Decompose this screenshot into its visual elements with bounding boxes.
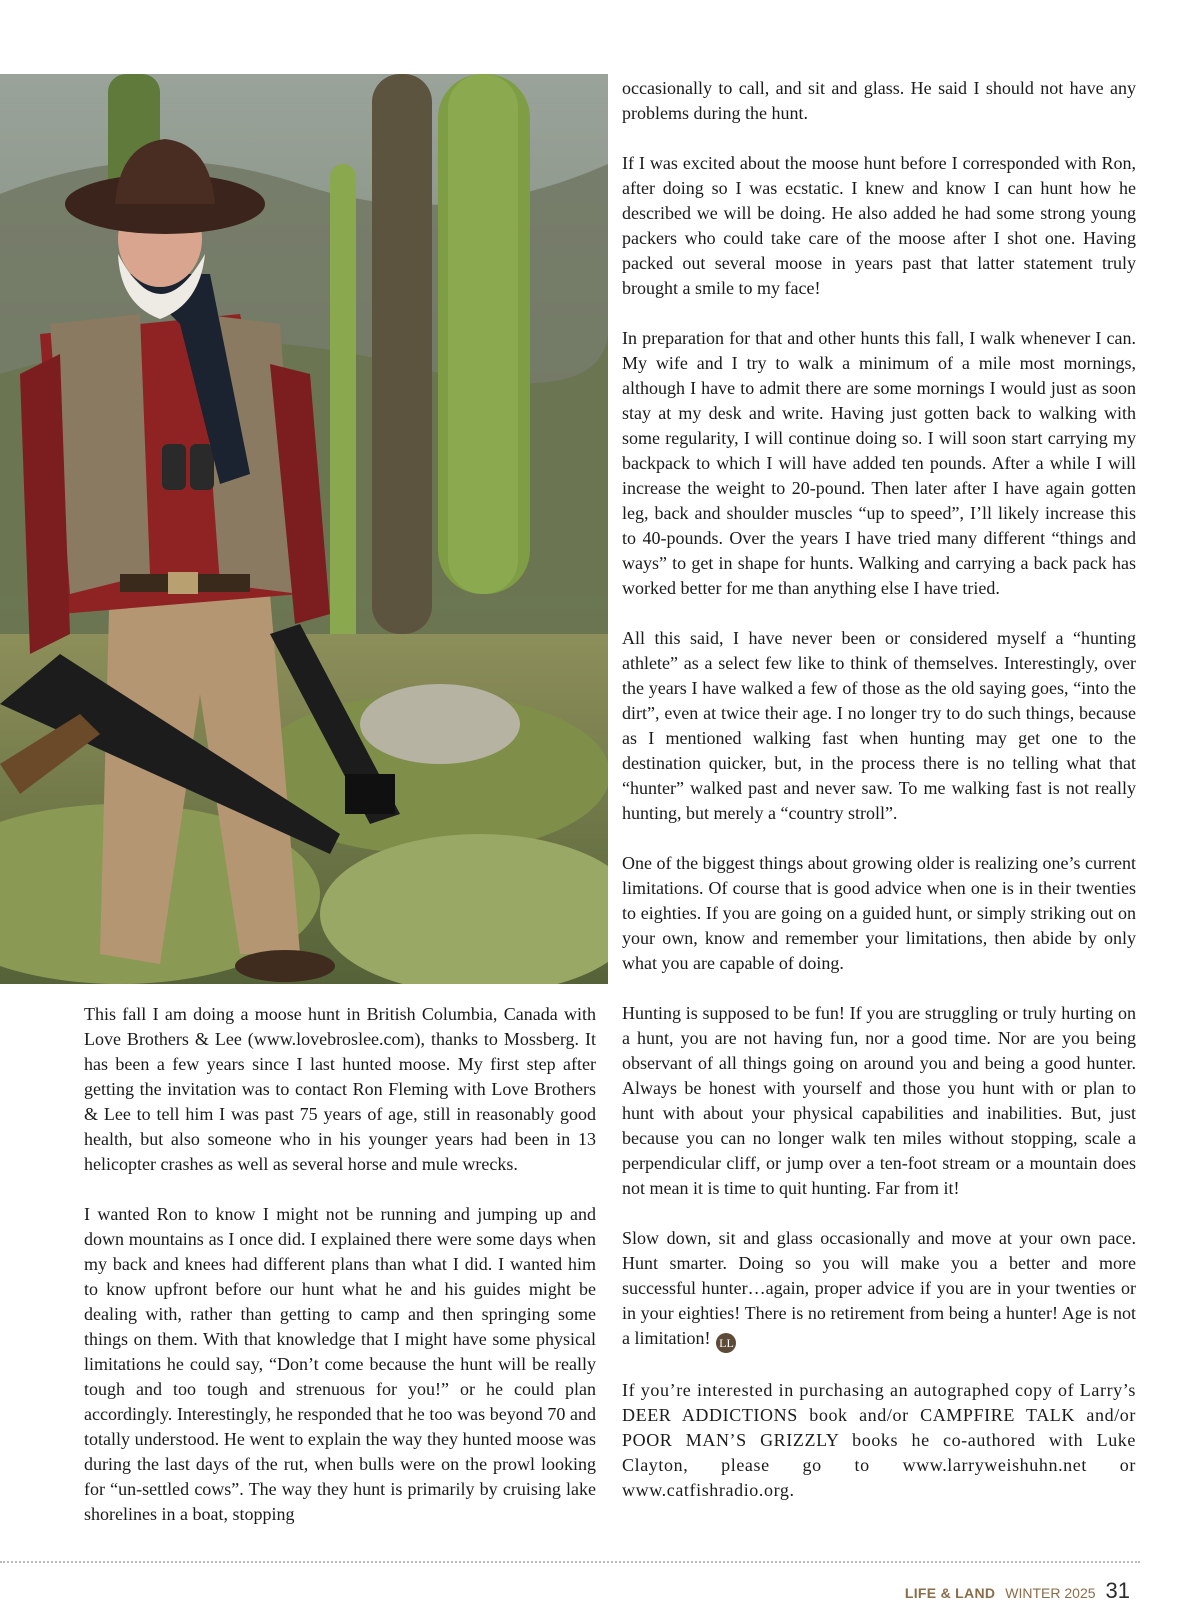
closing-paragraph xyxy=(622,1226,1136,1353)
issue-label: WINTER 2025 xyxy=(1005,1585,1096,1601)
article-column-right xyxy=(622,76,1136,1503)
paragraph: I wanted Ron to know I might not be running and jumping up and down mountains as I once did. I explained there were some days when my back and knees had different plans than what I did. I wanted him to know upfront before our hunt what he and his guides might be dealing with, rather than getting to camp and then springing some things on them. With that knowledge that I might have some physical limitations he could say, “Don’t come because the hunt will be really tough and too tough and strenuous for you!” or he could plan accordingly. Interestingly, he responded that he too was beyond 70 and totally understood. He went to explain the way they hunted moose was during the last days of the rut, when bulls were on the prowl looking for “un-settled cows”. The way they hunt is primarily by cruising lake shorelines in a boat, stopping xyxy=(84,1204,596,1524)
article-column-left xyxy=(84,1002,596,1527)
page-footer xyxy=(905,1578,1130,1604)
paragraph: All this said, I have never been or considered myself a “hunting athlete” as a select few like to think of themselves. Interestingly, over the years I have walked a few of those as the old saying goes, “into the dirt”, even at twice their age. I no longer try to do such things, because as I mentioned walking fast when hunting may get one to the destination quicker, but, in the process there is no telling what that “hunter” walked past and never saw. To me walking fast is not really hunting, but merely a “country stroll”. xyxy=(622,628,1136,823)
article-photo xyxy=(0,74,608,984)
paragraph: This fall I am doing a moose hunt in British Columbia, Canada with Love Brothers & Lee (www.lovebroslee.com), thanks to Mossberg. It has been a few years since I last hunted moose. My first step after getting the invitation was to contact Ron Fleming with Love Brothers & Lee to tell him I was past 75 years of age, still in reasonably good health, but also someone who in his younger years had been in 13 helicopter crashes as well as several horse and mule wrecks. xyxy=(84,1004,596,1174)
paragraph: If I was excited about the moose hunt before I corresponded with Ron, after doing so I was ecstatic. I knew and know I can hunt how he described we will be doing. He also added he had some strong young packers who could take care of the moose after I shot one. Having packed out several moose in years past that latter statement truly brought a smile to my face! xyxy=(622,153,1136,298)
page-number: 31 xyxy=(1105,1578,1130,1603)
closing-text: Slow down, sit and glass occasionally and move at your own pace. Hunt smarter. Doing so you will make you a better and more successful hunter…again, proper advice if you are in your twenties or in your eighties! There is no retirement from being a hunter! Age is not a limitation! xyxy=(622,1228,1136,1348)
book-promo: If you’re interested in purchasing an autographed copy of Larry’s DEER ADDICTIONS book and/or CAMPFIRE TALK and/or POOR MAN’S GRIZZLY books he co-authored with Luke Clayton, please go to www.larryweishuhn.net or www.catfishradio.org. xyxy=(622,1380,1136,1500)
magazine-name: LIFE & LAND xyxy=(904,1585,996,1601)
footer-divider xyxy=(0,1561,1140,1563)
end-mark-icon: LL xyxy=(716,1333,736,1353)
paragraph: One of the biggest things about growing older is realizing one’s current limitations. Of course that is good advice when one is in their twenties to eighties. If you are going on a guided hunt, or simply striking out on your own, know and remember your limitations, then abide by only what you are capable of doing. xyxy=(622,853,1136,973)
paragraph-continuation: occasionally to call, and sit and glass. He said I should not have any problems during the hunt. xyxy=(622,78,1136,123)
hunter-photo-illustration xyxy=(0,74,608,984)
paragraph: In preparation for that and other hunts this fall, I walk whenever I can. My wife and I try to walk a minimum of a mile most mornings, although I have to admit there are some mornings I would just as soon stay at my desk and write. Having just gotten back to walking with some regularity, I will continue doing so. I will soon start carrying my backpack to which I will have added ten pounds. After a while I will increase the weight to 20-pound. Then later after I have again gotten leg, back and shoulder muscles “up to speed”, I’ll likely increase this to 40-pounds. Over the years I have tried many different “things and ways” to get in shape for hunts. Walking and carrying a back pack has worked better for me than anything else I have tried. xyxy=(622,328,1136,598)
paragraph: Hunting is supposed to be fun! If you are struggling or truly hurting on a hunt, you are not having fun, nor a good time. Nor are you being observant of all things going on around you and being a good hunter. Always be honest with yourself and those you hunt with or plan to hunt with about your physical capabilities and inabilities. But, just because you can no longer walk ten miles without stopping, scale a perpendicular cliff, or jump over a ten-foot stream or a mountain does not mean it is time to quit hunting. Far from it! xyxy=(622,1003,1136,1198)
